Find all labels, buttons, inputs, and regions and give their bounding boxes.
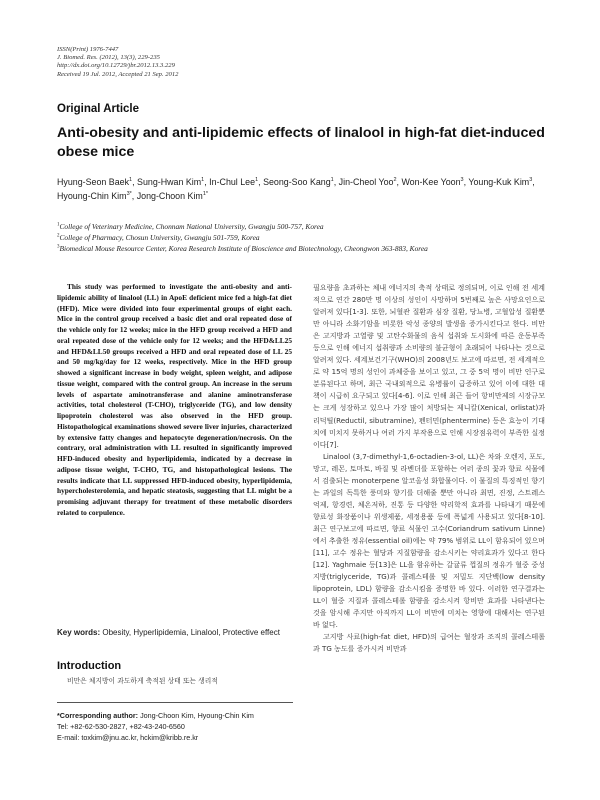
author-affil-mark: 3: [460, 177, 464, 184]
corresponding-author-note: [57, 710, 297, 744]
affiliation-number: 3: [57, 244, 60, 250]
author-name: Young-Kuk Kim: [468, 177, 530, 187]
affiliation-text: Biomedical Mouse Resource Center, Korea Research Institute of Bioscience and Biotechnology, Cheongwon 363-883, Korea: [59, 243, 428, 253]
abstract: This study was performed to investigate the anti-obesity and anti-lipidemic ability of linalool (LL) in ApoE deficient mice fed a high-fat diet (HFD). Mice were divided into four experimental groups of eight each. Mice in the control group received a basic diet and oral repeated dose of the vehicle only for 12 weeks; mice in the HFD group received a HFD and oral repeated dose of the vehicle only for 12 weeks; and the HFD&LL25 and HFD&LL50 groups received a HFD and oral repeated dose of LL 25 and 50 mg/kg/day for 12 weeks, respectively. Mice in the HFD group showed a significant increase in body weight, spleen weight, and adipose tissue weight, compared with the control group. An increase in the serum levels of aspartate aminotransferase and alanine aminotransferase activities, total cholesterol (T-CHO), triglyceride (TG), and low density lipoprotein cholesterol was also observed in the HFD group. Histopathological examinations showed severe liver injuries, characterized by extensive fatty changes and hepatocyte degeneration/necrosis. On the contrary, oral administration with LL resulted in significantly improved HFD-induced obesity and hyperlipidemia, indicated by a decrease in adipose tissue weight, T-CHO, TG, and histopathological lesions. The results indicate that LL suppressed HFD-induced obesity, hyperlipidemia, hypercholesterolemia, and hepatic steatosis, suggesting that LL might be a promising adjuvant therapy for treatment of these metabolic disorders related to corpulence.: [57, 282, 292, 517]
author-affil-mark: 3: [529, 177, 533, 184]
author-name: Hyung-Seon Baek: [57, 177, 130, 187]
author-name: In-Chul Lee: [209, 177, 256, 187]
article-type-label: Original Article: [57, 103, 140, 115]
affiliation-number: 1: [57, 222, 60, 228]
received-accepted-dates: Received 19 Jul. 2012, Accepted 21 Sep. 2012: [57, 70, 179, 78]
corresponding-tel: Tel: +82-62-530-2827, +82-43-240-6560: [57, 722, 185, 732]
journal-masthead: [57, 46, 317, 79]
affiliation-number: 2: [57, 233, 60, 239]
affiliation-line: [57, 233, 557, 244]
keywords-label: Key words:: [57, 628, 101, 637]
author-affil-mark: 1: [201, 177, 205, 184]
introduction-heading: Introduction: [57, 660, 122, 672]
author-affil-mark: 1: [255, 177, 259, 184]
author-name: Seong-Soo Kang: [263, 177, 331, 187]
author-affil-mark: 1: [330, 177, 334, 184]
footnote-divider: [57, 702, 293, 703]
corresponding-author-names: Jong-Choon Kim, Hyoung-Chin Kim: [140, 711, 254, 720]
affiliations: [57, 222, 557, 254]
body-paragraph: Linalool (3,7-dimethyl-1,6-octadien-3-ol, LL)은 차와 오렌지, 포도, 망고, 레몬, 토마토, 바질 및 라벤더를 포함하는 여러 종의 꽃과 향료 식물에서 검출되는 monoterpene 알코올성 화합물이다. 이 물질의 특징적인 향기는 과일의 독특한 풍미와 향기를 더해줄 뿐만 아니라 최면, 진정, 스트레스 억제, 항경련, 체온저하, 진통 등 다양한 약리학적 효과를 나타내기 때문에 향료성 화장품이나 위생제품, 세정용품 등에 폭넓게 사용되고 있다[8-10]. 최근 연구보고에 따르면, 향료 식물인 고수(Coriandrum sativum Linne)에서 추출한 정유(essential oil)에는 약 79% 범위로 LL이 함유되어 있으며[11], 고수 정유는 혈당과 지질함량을 감소시키는 약리효과가 있다고 한다[12]. Yaghmaie 등[13]은 LL을 함유하는 갈귤류 껍질의 정유가 혈중 중성지방(triglyceride, TG)과 콜레스테롤 및 저밀도 지단백(low density lipoprotein, LDL) 함량을 감소시킴을 증명한 바 있다. 이러한 연구결과는 LL이 혈중 지질과 콜레스테롤 함량을 감소시켜 항비만 효과를 나타낸다는 것을 암시해 주지만 아직까지 LL이 비만에 미치는 영향에 대해서는 연구된 바 없다.: [313, 451, 545, 630]
affiliation-text: College of Veterinary Medicine, Chonnam National University, Gwangju 500-757, Korea: [59, 222, 324, 231]
author-affil-mark: 2: [393, 177, 397, 184]
doi-link[interactable]: http://dx.doi.org/10.12729/jbr.2012.13.3.229: [57, 62, 175, 70]
author-affil-mark: 3*: [126, 190, 132, 197]
paper-title: Anti-obesity and anti-lipidemic effects of linalool in high-fat diet-induced obese mice: [57, 125, 545, 160]
author-affil-mark: 1*: [202, 190, 209, 197]
affiliation-line: [57, 244, 557, 255]
keywords-text: Obesity, Hyperlipidemia, Linalool, Protective effect: [102, 628, 280, 637]
author-affil-mark: 1: [129, 177, 133, 184]
author-name: Sung-Hwan Kim: [137, 177, 202, 187]
keywords: [57, 627, 292, 639]
corresponding-author-line: [57, 710, 297, 721]
journal-citation: J. Biomed. Res. (2012), 13(3), 229-235: [57, 54, 160, 62]
body-paragraph: 고지방 사료(high-fat diet, HFD)의 급여는 혈장과 조직의 콜레스테롤과 TG 농도를 증가시켜 비만과: [313, 632, 545, 654]
corresponding-author-label: *Corresponding author:: [57, 711, 139, 720]
author-name: Won-Kee Yoon: [401, 177, 461, 187]
author-list: Hyung-Seon Baek$^1$, Sung-Hwan Kim$^1$, In-Chul Lee$^1$, Seong-Soo Kang$^1$, Jin-Cheol Yoo$^2$, Won-Kee Yoon$^3$, Young-Kuk Kim$^3$, Hyoung-Chin Kim$^{3*}$, Jong-Choon Kim$^{1*}$: [57, 177, 535, 201]
author-name: Jin-Cheol Yoo: [338, 177, 394, 187]
author-name: Hyoung-Chin Kim: [57, 190, 127, 201]
corresponding-email[interactable]: E-mail: toxkim@jnu.ac.kr, hckim@kribb.re.kr: [57, 733, 199, 743]
author-name: Jong-Choon Kim: [136, 190, 203, 201]
affiliation-text: College of Pharmacy, Chosun University, Gwangju 501-759, Korea: [59, 232, 260, 242]
issn-line: ISSN(Print) 1976-7447: [57, 46, 119, 53]
introduction-first-line: 비만은 체지방이 과도하게 축적된 상태 또는 생리적: [67, 677, 218, 685]
affiliation-line: [57, 222, 557, 233]
body-text-column: [313, 282, 545, 782]
body-paragraph: 필요량을 초과하는 체내 에너지의 축적 상태로 정의되며, 이로 인해 전 세계적으로 연간 280만 명 이상의 성인이 사망하며 5번째로 높은 사망요인으로 알려져 있다[1-3]. 또한, 뇌혈관 질환과 심장 질환, 당뇨병, 고혈압성 질환뿐만 아니라 소화기암을 비롯한 악성 종양의 발생을 증가시킨다고 한다. 비만은 고지방과 고열량 및 고탄수화물의 음식 섭취와 도시화에 따른 운동부족 등으로 인해 에너지 섭취량과 소비량의 불균형이 초래되어 나타나는 것으로 알려져 있다. 세계보건기구(WHO)의 2008년도 보고에 따르면, 전 세계적으로 약 15억 명의 성인이 과체중을 보이고 있고, 그 중 5억 명이 비만 인구로 분류된다고 하며, 최근 국내외적으로 유병률이 급증하고 있어 이에 대한 대책이 시급히 요구되고 있다[4-6]. 이로 인해 최근 들어 항비만제의 시장규모는 크게 성장하고 있으나 가장 많이 처방되는 제니칼(Xenical, orlistat)과 리덕틸(Reductil, sibutramine), 펜터민(phentermine) 등은 효능이 기대치에 미치지 못하거나 여러 가지 부작용으로 인해 시장점유력이 부족한 실정이다[7].: [313, 283, 545, 449]
